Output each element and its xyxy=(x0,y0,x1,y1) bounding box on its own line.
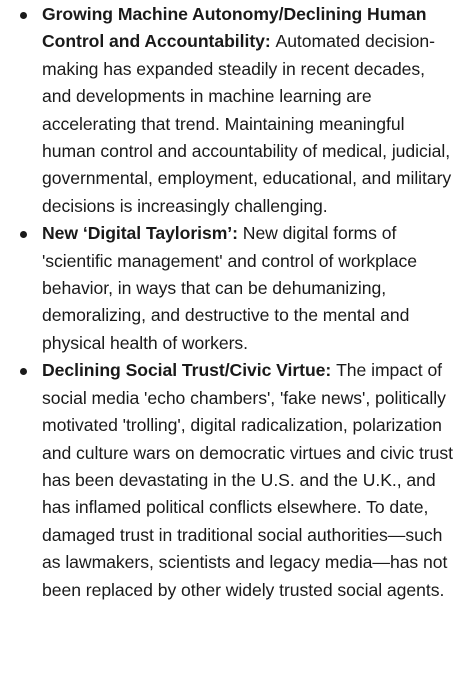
bullet-icon xyxy=(20,12,27,19)
bullet-icon xyxy=(20,231,27,238)
item-title: New ‘Digital Taylorism’: xyxy=(42,223,243,244)
list-item-machine-autonomy xyxy=(14,1,456,220)
item-title: Declining Social Trust/Civic Virtue: xyxy=(42,360,337,381)
item-body: The impact of social media 'echo chambers', 'fake news', politically motivated 'trolling', digital radicalization, polarization and culture wars on democratic virtues and civic trust has been devastating in the U.S. and the U.K., and has inflamed political conflicts elsewhere. To date, damaged trust in traditional social authorities—such as lawmakers, scientists and legacy media—has not been replaced by other widely trusted social agents. xyxy=(42,360,453,600)
item-title: Growing Machine Autonomy/Declining Human Control and Accountability: xyxy=(42,4,427,52)
item-body: New digital forms of 'scientific management' and control of workplace behavior, in ways that can be dehumanizing, demoralizing, and destructive to the mental and physical health of workers. xyxy=(42,223,417,353)
item-body: Automated decision-making has expanded steadily in recent decades, and developments in machine learning are accelerating that trend. Maintaining meaningful human control and accountability of medical, judicial, governmental, employment, educational, and military decisions is increasingly challenging. xyxy=(42,31,452,216)
list-item-social-trust xyxy=(14,357,456,604)
list-item-digital-taylorism xyxy=(14,220,456,357)
bullet-icon xyxy=(20,368,27,375)
bullet-list xyxy=(14,1,456,604)
